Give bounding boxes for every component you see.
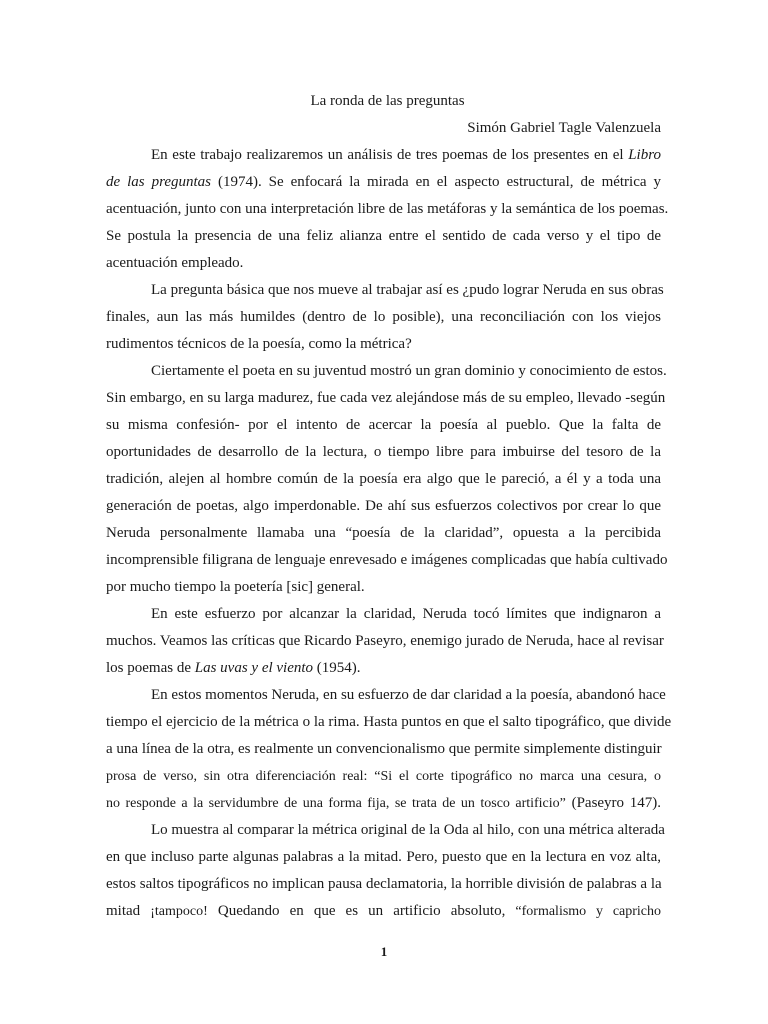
paragraph-question (106, 277, 664, 358)
paragraph-line: en que incluso parte algunas palabras a la mitad. Pero, puesto que en la lectura en voz alta, (106, 849, 661, 865)
book-title-italic: Libro (628, 147, 661, 163)
text-run: (1954). (313, 660, 361, 676)
paragraph-line: por mucho tiempo la poetería [sic] general. (106, 579, 365, 595)
document-title: La ronda de las preguntas (310, 93, 465, 109)
paragraph-metric (106, 682, 672, 817)
paragraph-line: su misma confesión- por el intento de acercar la poesía al pueblo. Que la falta de (106, 417, 661, 433)
paragraph-line: rudimentos técnicos de la poesía, como la métrica? (106, 336, 412, 352)
paragraph-line: La pregunta básica que nos mueve al trabajar así es ¿pudo lograr Neruda en sus obras (151, 282, 664, 298)
paragraph-line (106, 142, 661, 169)
paragraph-line: En este esfuerzo por alcanzar la claridad, Neruda tocó límites que indignaron a (151, 606, 661, 622)
text-run: los poemas de (106, 660, 195, 676)
paragraph-line (106, 790, 661, 817)
text-run: En este trabajo realizaremos un análisis de tres poemas de los presentes en el (151, 147, 629, 163)
paragraph-line: a una línea de la otra, es realmente un convencionalismo que permite simplemente distinguir (106, 741, 662, 757)
paragraph-line: Se postula la presencia de una feliz alianza entre el sentido de cada verso y el tipo de (106, 228, 661, 244)
book-title-italic: Las uvas y el viento (194, 660, 314, 676)
paragraph-line: tradición, alejen al hombre común de la poesía era algo que le pareció, a él y a toda una (106, 471, 661, 487)
page-number: 1 (380, 944, 388, 959)
paragraph-youth (106, 358, 668, 601)
paragraph-line: incomprensible filigrana de lenguaje enrevesado e imágenes complicadas que había cultivado (106, 552, 668, 568)
paragraph-line: tiempo el ejercicio de la métrica o la rima. Hasta puntos en que el salto tipográfico, que divide (106, 714, 672, 730)
document-page (106, 88, 672, 925)
quotation-run: “formalismo y capricho (515, 904, 662, 919)
paragraph-line: En estos momentos Neruda, en su esfuerzo de dar claridad a la poesía, abandonó hace (151, 687, 666, 703)
paragraph-line: acentuación, junto con una interpretación libre de las metáforas y la semántica de los poemas. (106, 201, 669, 217)
citation-run: (Paseyro 147). (565, 795, 661, 811)
paragraph-line: acentuación empleado. (106, 255, 244, 271)
quotation-run: no responde a la servidumbre de una forma fija, se trata de un tosco artificio” (106, 796, 566, 811)
paragraph-line (106, 655, 661, 682)
paragraph-clarity (106, 601, 664, 682)
book-title-italic: de las preguntas (106, 174, 212, 190)
exclamation-run: ¡tampoco! (150, 904, 208, 919)
paragraph-line: generación de poetas, algo imperdonable. De ahí sus esfuerzos colectivos por crear lo que (106, 498, 661, 514)
paragraph-line: estos saltos tipográficos no implican pausa declamatoria, la horrible división de palabras a la (106, 876, 662, 892)
paragraph-intro (106, 142, 669, 277)
paragraph-line: prosa de verso, sin otra diferenciación real: “Si el corte tipográfico no marca una cesura, o (106, 769, 661, 784)
paragraph-line: Sin embargo, en su larga madurez, fue cada vez alejándose más de su empleo, llevado -según (106, 390, 666, 406)
paragraph-line: Lo muestra al comparar la métrica original de la Oda al hilo, con una métrica alterada (151, 822, 665, 838)
paragraph-line: Ciertamente el poeta en su juventud mostró un gran dominio y conocimiento de estos. (151, 363, 667, 379)
paragraph-line: Neruda personalmente llamaba una “poesía de la claridad”, opuesta a la percibida (106, 525, 661, 541)
paragraph-line: oportunidades de desarrollo de la lectura, o tiempo libre para imbuirse del tesoro de la (106, 444, 661, 460)
text-run: (1974). Se enfocará la mirada en el aspecto estructural, de métrica y (211, 174, 661, 190)
text-run: mitad (106, 903, 151, 919)
paragraph-line (106, 169, 661, 196)
paragraph-line (106, 898, 661, 925)
text-run: Quedando en que es un artificio absoluto, (207, 903, 516, 919)
paragraph-line: finales, aun las más humildes (dentro de lo posible), una reconciliación con los viejos (106, 309, 661, 325)
paragraph-oda (106, 817, 665, 925)
document-author: Simón Gabriel Tagle Valenzuela (467, 120, 661, 136)
paragraph-line: muchos. Veamos las críticas que Ricardo Paseyro, enemigo jurado de Neruda, hace al revisar (106, 633, 664, 649)
